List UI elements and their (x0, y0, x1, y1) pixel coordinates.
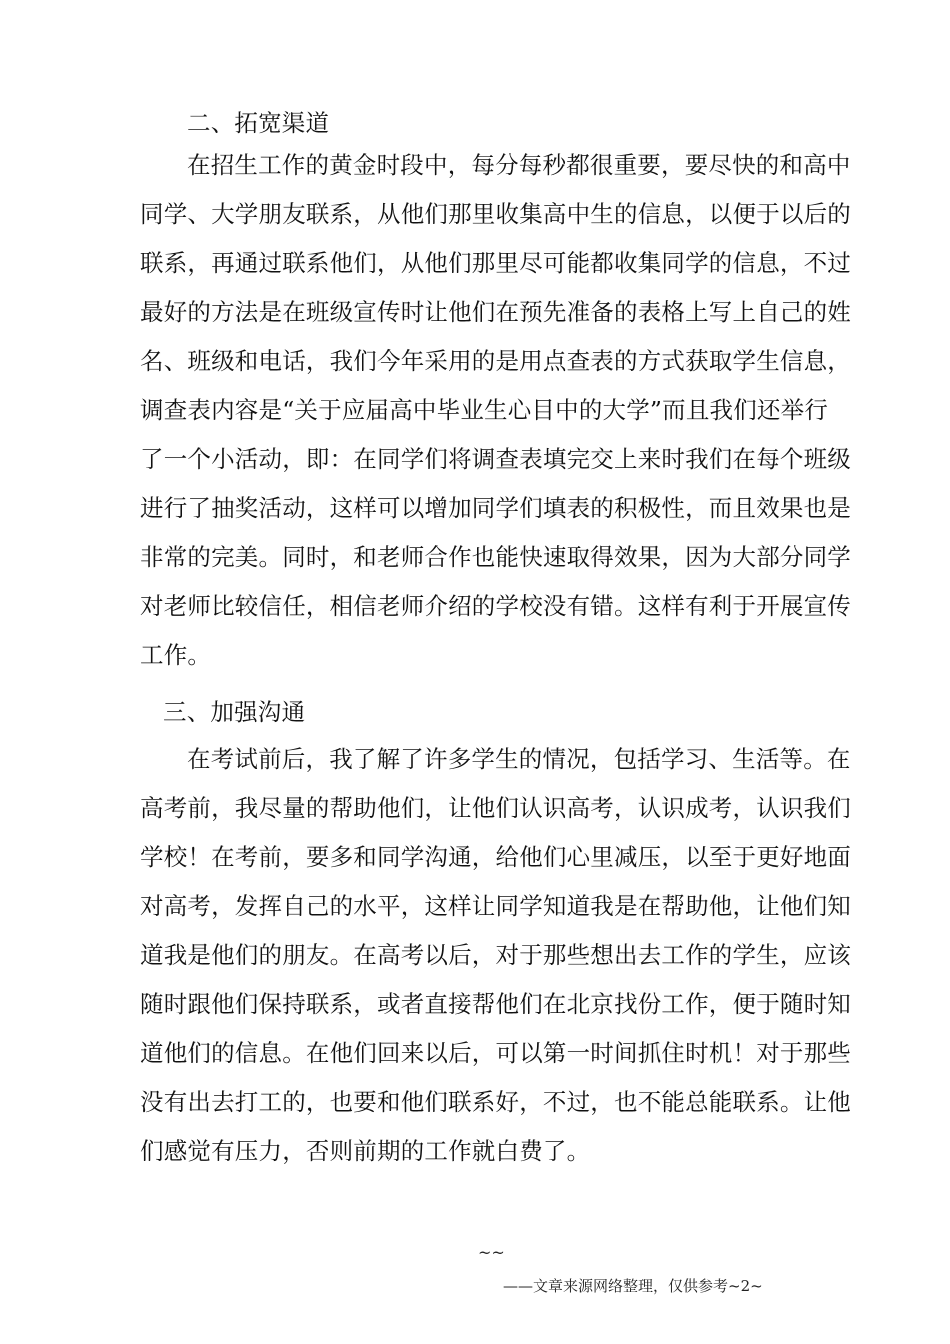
paragraph-line: 们感觉有压力，否则前期的工作就白费了。 (140, 1137, 591, 1165)
paragraph-line: 道我是他们的朋友。在高考以后，对于那些想出去工作的学生，应该 (140, 941, 851, 969)
paragraph-line: 联系，再通过联系他们，从他们那里尽可能都收集同学的信息，不过 (140, 249, 851, 277)
paragraph-line: 对高考，发挥自己的水平，这样让同学知道我是在帮助他，让他们知 (140, 892, 851, 920)
paragraph-line: 在招生工作的黄金时段中，每分每秒都很重要，要尽快的和高中 (187, 151, 851, 179)
paragraph-line: 高考前，我尽量的帮助他们，让他们认识高考，认识成考，认识我们 (140, 794, 851, 822)
section-heading-strengthen-communication: 三、加强沟通 (163, 698, 306, 726)
paragraph-line: 随时跟他们保持联系，或者直接帮他们在北京找份工作，便于随时知 (140, 990, 851, 1018)
section-heading-expand-channels: 二、拓宽渠道 (187, 109, 330, 137)
paragraph-line: 了一个小活动，即：在同学们将调查表填完交上来时我们在每个班级 (140, 445, 851, 473)
paragraph-line: 没有出去打工的，也要和他们联系好，不过，也不能总能联系。让他 (140, 1088, 851, 1116)
paragraph-line: 工作。 (140, 641, 212, 669)
footer-mark: ~~ (478, 1243, 505, 1262)
paragraph-line: 对老师比较信任，相信老师介绍的学校没有错。这样有利于开展宣传 (140, 592, 851, 620)
paragraph-line: 学校！在考前，要多和同学沟通，给他们心里减压，以至于更好地面 (140, 843, 851, 871)
paragraph-line: 在考试前后，我了解了许多学生的情况，包括学习、生活等。在 (187, 745, 851, 773)
footer-note: ——文章来源网络整理，仅供参考~2~ (503, 1277, 763, 1295)
paragraph-line: 最好的方法是在班级宣传时让他们在预先准备的表格上写上自己的姓 (140, 298, 851, 326)
paragraph-line: 进行了抽奖活动，这样可以增加同学们填表的积极性，而且效果也是 (140, 494, 851, 522)
paragraph-line: 非常的完美。同时，和老师合作也能快速取得效果，因为大部分同学 (140, 543, 851, 571)
paragraph-line: 调查表内容是“关于应届高中毕业生心目中的大学”而且我们还举行 (140, 396, 829, 424)
paragraph-line: 道他们的信息。在他们回来以后，可以第一时间抓住时机！对于那些 (140, 1039, 851, 1067)
paragraph-line: 名、班级和电话，我们今年采用的是用点查表的方式获取学生信息， (140, 347, 851, 375)
paragraph-line: 同学、大学朋友联系，从他们那里收集高中生的信息，以便于以后的 (140, 200, 851, 228)
